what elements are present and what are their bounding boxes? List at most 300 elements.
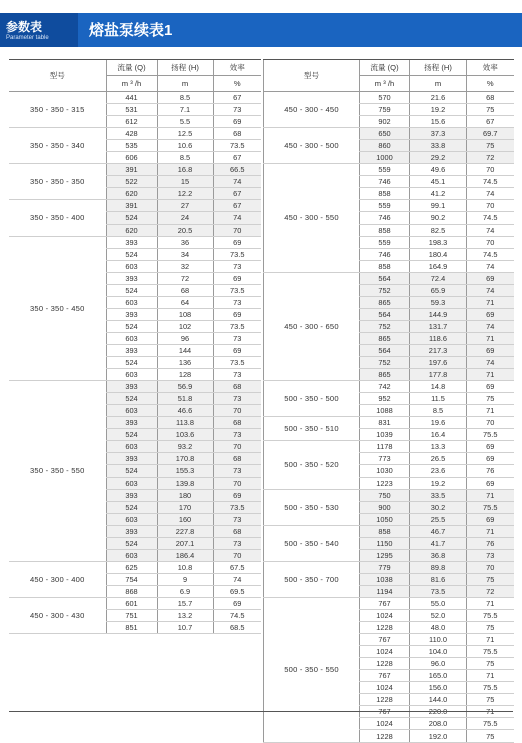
efficiency-cell: 71 — [467, 405, 514, 417]
flow-cell: 902 — [360, 116, 410, 128]
efficiency-cell: 67 — [213, 200, 261, 212]
head-cell: 52.0 — [410, 610, 467, 622]
flow-cell: 1039 — [360, 429, 410, 441]
efficiency-cell: 69 — [467, 381, 514, 393]
table-row — [9, 164, 261, 176]
head-cell: 227.8 — [157, 525, 213, 537]
efficiency-cell: 73 — [213, 369, 261, 381]
model-cell: 500 - 350 - 500 — [264, 381, 360, 417]
model-cell: 350 - 350 - 550 — [9, 381, 106, 562]
head-cell: 170 — [157, 501, 213, 513]
flow-cell: 1024 — [360, 682, 410, 694]
flow-cell: 391 — [106, 200, 157, 212]
flow-cell: 1038 — [360, 573, 410, 585]
head-cell: 156.0 — [410, 682, 467, 694]
flow-cell: 751 — [106, 610, 157, 622]
efficiency-cell: 69.5 — [213, 585, 261, 597]
efficiency-cell: 74.5 — [213, 610, 261, 622]
flow-cell: 393 — [106, 272, 157, 284]
flow-cell: 603 — [106, 549, 157, 561]
flow-cell: 868 — [106, 585, 157, 597]
efficiency-header: 效率 — [213, 60, 261, 76]
table-row — [9, 561, 261, 573]
flow-cell: 1024 — [360, 610, 410, 622]
efficiency-cell: 75 — [467, 730, 514, 742]
head-cell: 160 — [157, 513, 213, 525]
flow-cell: 393 — [106, 344, 157, 356]
flow-cell: 603 — [106, 260, 157, 272]
head-cell: 128 — [157, 369, 213, 381]
head-cell: 15.7 — [157, 597, 213, 609]
head-cell: 11.5 — [410, 393, 467, 405]
table-row — [264, 525, 514, 537]
table-row — [264, 381, 514, 393]
head-cell: 180.4 — [410, 248, 467, 260]
flow-cell: 767 — [360, 597, 410, 609]
model-cell: 500 - 350 - 550 — [264, 597, 360, 742]
parameter-table-right — [263, 59, 514, 743]
head-cell: 41.7 — [410, 537, 467, 549]
flow-cell: 559 — [360, 200, 410, 212]
flow-cell: 603 — [106, 441, 157, 453]
head-cell: 30.2 — [410, 501, 467, 513]
flow-cell: 851 — [106, 622, 157, 634]
model-cell: 500 - 350 - 700 — [264, 561, 360, 597]
flow-cell: 1150 — [360, 537, 410, 549]
model-cell: 450 - 300 - 430 — [9, 597, 106, 633]
head-cell: 104.0 — [410, 646, 467, 658]
head-cell: 82.5 — [410, 224, 467, 236]
flow-cell: 570 — [360, 92, 410, 104]
head-cell: 65.9 — [410, 284, 467, 296]
head-cell: 56.9 — [157, 381, 213, 393]
efficiency-cell: 71 — [467, 706, 514, 718]
flow-cell: 752 — [360, 320, 410, 332]
flow-cell: 603 — [106, 477, 157, 489]
efficiency-cell: 67.5 — [213, 561, 261, 573]
head-cell: 45.1 — [410, 176, 467, 188]
efficiency-cell: 68 — [213, 453, 261, 465]
head-cell: 170.8 — [157, 453, 213, 465]
efficiency-cell: 74 — [213, 176, 261, 188]
head-cell: 19.2 — [410, 104, 467, 116]
model-cell: 450 - 300 - 500 — [264, 128, 360, 164]
efficiency-cell: 73.5 — [213, 248, 261, 260]
efficiency-cell: 70 — [467, 236, 514, 248]
flow-cell: 524 — [106, 537, 157, 549]
flow-cell: 779 — [360, 561, 410, 573]
head-cell: 6.9 — [157, 585, 213, 597]
flow-cell: 393 — [106, 236, 157, 248]
efficiency-cell: 73 — [213, 260, 261, 272]
head-cell: 14.8 — [410, 381, 467, 393]
efficiency-cell: 69 — [467, 344, 514, 356]
efficiency-cell: 75.5 — [467, 610, 514, 622]
head-cell: 8.5 — [157, 152, 213, 164]
head-cell: 12.5 — [157, 128, 213, 140]
head-cell: 46.7 — [410, 525, 467, 537]
flow-cell: 1223 — [360, 477, 410, 489]
efficiency-cell: 73.5 — [213, 140, 261, 152]
efficiency-header: 效率 — [467, 60, 514, 76]
efficiency-cell: 67 — [213, 152, 261, 164]
efficiency-cell: 73 — [213, 537, 261, 549]
flow-header: 流量 (Q) — [360, 60, 410, 76]
efficiency-cell: 75 — [467, 658, 514, 670]
head-unit: m — [410, 76, 467, 92]
flow-cell: 428 — [106, 128, 157, 140]
model-cell: 350 - 350 - 350 — [9, 164, 106, 200]
flow-cell: 393 — [106, 308, 157, 320]
head-cell: 177.8 — [410, 369, 467, 381]
head-cell: 7.1 — [157, 104, 213, 116]
flow-cell: 393 — [106, 489, 157, 501]
efficiency-cell: 70 — [467, 200, 514, 212]
head-cell: 198.3 — [410, 236, 467, 248]
efficiency-cell: 69 — [467, 453, 514, 465]
model-cell: 350 - 350 - 340 — [9, 128, 106, 164]
efficiency-cell: 73.5 — [213, 284, 261, 296]
flow-cell: 559 — [360, 236, 410, 248]
head-cell: 49.6 — [410, 164, 467, 176]
head-cell: 144.9 — [410, 308, 467, 320]
flow-cell: 531 — [106, 104, 157, 116]
head-cell: 23.6 — [410, 465, 467, 477]
flow-cell: 865 — [360, 369, 410, 381]
head-cell: 15.6 — [410, 116, 467, 128]
table-row — [264, 561, 514, 573]
model-cell: 450 - 300 - 450 — [264, 92, 360, 128]
head-cell: 72.4 — [410, 272, 467, 284]
head-header: 扬程 (H) — [157, 60, 213, 76]
head-cell: 21.6 — [410, 92, 467, 104]
efficiency-cell: 75.5 — [467, 429, 514, 441]
head-cell: 136 — [157, 357, 213, 369]
head-cell: 19.6 — [410, 417, 467, 429]
flow-cell: 522 — [106, 176, 157, 188]
flow-cell: 564 — [360, 308, 410, 320]
flow-cell: 858 — [360, 525, 410, 537]
head-cell: 26.5 — [410, 453, 467, 465]
efficiency-cell: 73 — [213, 513, 261, 525]
table-row — [264, 164, 514, 176]
table-row — [264, 92, 514, 104]
efficiency-cell: 74 — [467, 357, 514, 369]
flow-cell: 750 — [360, 489, 410, 501]
efficiency-cell: 74.5 — [467, 212, 514, 224]
model-header: 型号 — [264, 60, 360, 92]
head-cell: 96.0 — [410, 658, 467, 670]
flow-cell: 1295 — [360, 549, 410, 561]
efficiency-cell: 72 — [467, 585, 514, 597]
head-cell: 186.4 — [157, 549, 213, 561]
efficiency-unit: % — [213, 76, 261, 92]
head-cell: 144.0 — [410, 694, 467, 706]
flow-cell: 742 — [360, 381, 410, 393]
model-cell: 500 - 350 - 520 — [264, 441, 360, 489]
efficiency-cell: 69 — [467, 513, 514, 525]
flow-cell: 752 — [360, 357, 410, 369]
model-cell: 450 - 300 - 650 — [264, 272, 360, 380]
flow-unit: m ³ /h — [106, 76, 157, 92]
efficiency-cell: 73 — [213, 332, 261, 344]
flow-cell: 1228 — [360, 622, 410, 634]
head-cell: 12.2 — [157, 188, 213, 200]
efficiency-cell: 69 — [467, 272, 514, 284]
efficiency-cell: 75.5 — [467, 501, 514, 513]
flow-cell: 564 — [360, 344, 410, 356]
efficiency-cell: 73 — [213, 296, 261, 308]
flow-cell: 564 — [360, 272, 410, 284]
model-cell: 500 - 350 - 530 — [264, 489, 360, 525]
head-cell: 8.5 — [157, 92, 213, 104]
table-row — [264, 272, 514, 284]
efficiency-cell: 73.5 — [213, 501, 261, 513]
table-row — [9, 128, 261, 140]
efficiency-cell: 69 — [213, 489, 261, 501]
flow-unit: m ³ /h — [360, 76, 410, 92]
efficiency-cell: 73.5 — [213, 320, 261, 332]
efficiency-cell: 70 — [213, 549, 261, 561]
flow-cell: 524 — [106, 465, 157, 477]
head-cell: 102 — [157, 320, 213, 332]
flow-cell: 559 — [360, 164, 410, 176]
head-cell: 19.2 — [410, 477, 467, 489]
efficiency-cell: 71 — [467, 489, 514, 501]
efficiency-cell: 71 — [467, 296, 514, 308]
efficiency-cell: 68 — [213, 128, 261, 140]
flow-cell: 746 — [360, 212, 410, 224]
head-cell: 32 — [157, 260, 213, 272]
efficiency-cell: 75.5 — [467, 646, 514, 658]
efficiency-cell: 68 — [213, 417, 261, 429]
head-cell: 164.9 — [410, 260, 467, 272]
head-cell: 55.0 — [410, 597, 467, 609]
efficiency-cell: 76 — [467, 537, 514, 549]
head-cell: 207.1 — [157, 537, 213, 549]
head-cell: 15 — [157, 176, 213, 188]
flow-cell: 1050 — [360, 513, 410, 525]
flow-cell: 524 — [106, 212, 157, 224]
efficiency-cell: 69.7 — [467, 128, 514, 140]
efficiency-cell: 68 — [467, 92, 514, 104]
efficiency-cell: 74 — [467, 260, 514, 272]
flow-cell: 860 — [360, 140, 410, 152]
head-cell: 48.0 — [410, 622, 467, 634]
head-cell: 20.5 — [157, 224, 213, 236]
efficiency-cell: 74.5 — [467, 176, 514, 188]
head-cell: 217.3 — [410, 344, 467, 356]
head-cell: 90.2 — [410, 212, 467, 224]
section-tab-title: 参数表 — [6, 20, 43, 34]
efficiency-cell: 70 — [467, 417, 514, 429]
efficiency-cell: 74 — [467, 320, 514, 332]
efficiency-cell: 67 — [213, 188, 261, 200]
efficiency-cell: 74 — [467, 188, 514, 200]
efficiency-cell: 73 — [213, 429, 261, 441]
flow-cell: 524 — [106, 357, 157, 369]
efficiency-cell: 68.5 — [213, 622, 261, 634]
head-cell: 37.3 — [410, 128, 467, 140]
flow-cell: 603 — [106, 405, 157, 417]
table-row — [264, 489, 514, 501]
table-row — [9, 381, 261, 393]
table-row — [264, 441, 514, 453]
flow-cell: 1228 — [360, 658, 410, 670]
head-cell: 93.2 — [157, 441, 213, 453]
table-row — [264, 597, 514, 609]
flow-cell: 1000 — [360, 152, 410, 164]
head-cell: 9 — [157, 573, 213, 585]
parameter-table-left — [9, 59, 261, 634]
flow-cell: 746 — [360, 176, 410, 188]
flow-cell: 603 — [106, 332, 157, 344]
head-cell: 8.5 — [410, 405, 467, 417]
flow-cell: 752 — [360, 284, 410, 296]
flow-cell: 1030 — [360, 465, 410, 477]
flow-cell: 1088 — [360, 405, 410, 417]
flow-cell: 620 — [106, 224, 157, 236]
head-cell: 59.3 — [410, 296, 467, 308]
flow-cell: 1194 — [360, 585, 410, 597]
efficiency-cell: 69 — [467, 441, 514, 453]
head-cell: 33.5 — [410, 489, 467, 501]
flow-cell: 391 — [106, 164, 157, 176]
head-cell: 33.8 — [410, 140, 467, 152]
page-header — [0, 13, 522, 47]
flow-cell: 759 — [360, 104, 410, 116]
efficiency-cell: 75.5 — [467, 718, 514, 730]
flow-cell: 865 — [360, 332, 410, 344]
section-tab — [0, 13, 78, 47]
model-cell: 350 - 350 - 315 — [9, 92, 106, 128]
flow-cell: 535 — [106, 140, 157, 152]
efficiency-cell: 69 — [213, 116, 261, 128]
head-cell: 192.0 — [410, 730, 467, 742]
head-cell: 34 — [157, 248, 213, 260]
flow-cell: 393 — [106, 417, 157, 429]
model-header: 型号 — [9, 60, 106, 92]
head-cell: 155.3 — [157, 465, 213, 477]
head-unit: m — [157, 76, 213, 92]
head-cell: 5.5 — [157, 116, 213, 128]
head-cell: 220.0 — [410, 706, 467, 718]
head-cell: 16.4 — [410, 429, 467, 441]
efficiency-cell: 75 — [467, 573, 514, 585]
efficiency-cell: 73.5 — [213, 357, 261, 369]
efficiency-cell: 73 — [213, 465, 261, 477]
head-cell: 68 — [157, 284, 213, 296]
head-cell: 36 — [157, 236, 213, 248]
head-cell: 10.6 — [157, 140, 213, 152]
flow-cell: 865 — [360, 296, 410, 308]
efficiency-cell: 75 — [467, 622, 514, 634]
head-cell: 13.2 — [157, 610, 213, 622]
head-cell: 208.0 — [410, 718, 467, 730]
flow-cell: 603 — [106, 513, 157, 525]
efficiency-cell: 74 — [467, 224, 514, 236]
model-cell: 350 - 350 - 400 — [9, 200, 106, 236]
head-cell: 46.6 — [157, 405, 213, 417]
page-title: 熔盐泵续表1 — [89, 22, 173, 39]
efficiency-cell: 71 — [467, 634, 514, 646]
flow-cell: 900 — [360, 501, 410, 513]
efficiency-cell: 70 — [213, 477, 261, 489]
head-cell: 27 — [157, 200, 213, 212]
efficiency-cell: 76 — [467, 465, 514, 477]
flow-cell: 606 — [106, 152, 157, 164]
flow-cell: 767 — [360, 634, 410, 646]
efficiency-cell: 69 — [213, 308, 261, 320]
flow-cell: 603 — [106, 369, 157, 381]
head-cell: 25.5 — [410, 513, 467, 525]
model-cell: 450 - 300 - 550 — [264, 164, 360, 272]
efficiency-cell: 70 — [213, 405, 261, 417]
efficiency-cell: 74 — [213, 212, 261, 224]
efficiency-cell: 75 — [467, 393, 514, 405]
head-cell: 16.8 — [157, 164, 213, 176]
efficiency-cell: 70 — [213, 224, 261, 236]
efficiency-cell: 75.5 — [467, 682, 514, 694]
efficiency-cell: 73 — [213, 104, 261, 116]
flow-cell: 1178 — [360, 441, 410, 453]
efficiency-cell: 75 — [467, 694, 514, 706]
head-cell: 51.8 — [157, 393, 213, 405]
flow-cell: 601 — [106, 597, 157, 609]
efficiency-cell: 71 — [467, 369, 514, 381]
table-row — [9, 92, 261, 104]
flow-cell: 746 — [360, 248, 410, 260]
efficiency-cell: 68 — [213, 525, 261, 537]
efficiency-cell: 69 — [213, 272, 261, 284]
table-row — [264, 417, 514, 429]
head-cell: 131.7 — [410, 320, 467, 332]
flow-cell: 524 — [106, 393, 157, 405]
head-cell: 81.6 — [410, 573, 467, 585]
efficiency-cell: 67 — [213, 92, 261, 104]
efficiency-cell: 75 — [467, 104, 514, 116]
flow-cell: 650 — [360, 128, 410, 140]
flow-cell: 612 — [106, 116, 157, 128]
head-cell: 139.8 — [157, 477, 213, 489]
head-cell: 99.1 — [410, 200, 467, 212]
efficiency-cell: 75 — [467, 140, 514, 152]
flow-cell: 858 — [360, 188, 410, 200]
head-cell: 113.8 — [157, 417, 213, 429]
flow-cell: 1228 — [360, 730, 410, 742]
head-cell: 144 — [157, 344, 213, 356]
flow-cell: 1024 — [360, 718, 410, 730]
table-row — [9, 236, 261, 248]
efficiency-cell: 73 — [213, 393, 261, 405]
flow-cell: 393 — [106, 525, 157, 537]
efficiency-cell: 71 — [467, 525, 514, 537]
flow-cell: 524 — [106, 429, 157, 441]
flow-cell: 858 — [360, 260, 410, 272]
model-cell: 350 - 350 - 450 — [9, 236, 106, 381]
efficiency-cell: 69 — [467, 308, 514, 320]
section-tab-subtitle: Parameter table — [6, 35, 49, 41]
head-cell: 108 — [157, 308, 213, 320]
model-cell: 500 - 350 - 540 — [264, 525, 360, 561]
head-cell: 197.6 — [410, 357, 467, 369]
flow-cell: 767 — [360, 706, 410, 718]
flow-cell: 831 — [360, 417, 410, 429]
efficiency-unit: % — [467, 76, 514, 92]
efficiency-cell: 70 — [467, 164, 514, 176]
head-cell: 118.6 — [410, 332, 467, 344]
efficiency-cell: 74 — [467, 284, 514, 296]
